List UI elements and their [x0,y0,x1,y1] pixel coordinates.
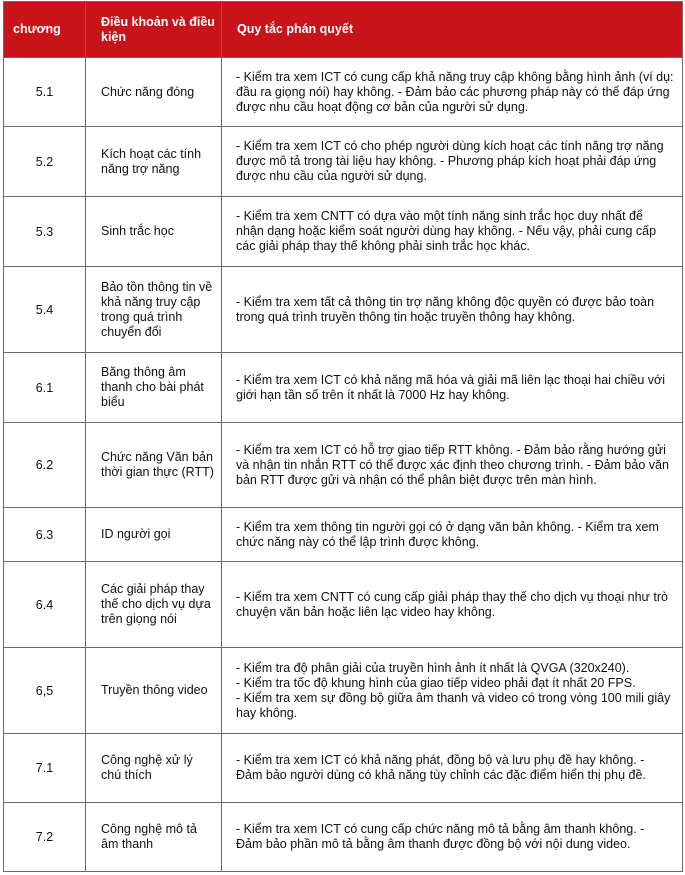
table-row [4,803,683,872]
cell-term: ID người gọi [86,508,222,562]
cell-term: Bảo tồn thông tin về khả năng truy cập trong quá trình chuyển đổi [86,267,222,353]
table-row [4,734,683,803]
cell-term: Chức năng đóng [86,58,222,127]
table-row [4,353,683,423]
cell-rule: - Kiểm tra xem ICT có cho phép người dùng kích hoạt các tính năng trợ năng được mô tả trong tài liệu hay không. - Phương pháp kích hoạt phải đáp ứng được nhu cầu của người sử dụng. [222,127,683,197]
cell-chapter: 5.3 [4,197,86,267]
cell-rule: - Kiểm tra xem ICT có cung cấp chức năng mô tả bằng âm thanh không. - Đảm bảo phần mô tả bằng âm thanh được đồng bộ với nội dung video. [222,803,683,872]
table-row [4,267,683,353]
table-row [4,127,683,197]
cell-rule: - Kiểm tra xem ICT có khả năng phát, đồng bộ và lưu phụ đề hay không. - Đảm bảo người dùng có khả năng tùy chỉnh các đặc điểm hiển thị phụ đề. [222,734,683,803]
cell-rule: - Kiểm tra xem ICT có hỗ trợ giao tiếp RTT không. - Đảm bảo rằng hướng gửi và nhận tin nhắn RTT có thể được xác định theo chương trình. - Đảm bảo văn bản RTT được gửi và nhận có thể phân biệt được trên màn hình. [222,423,683,508]
table-row [4,562,683,648]
cell-term: Kích hoạt các tính năng trợ năng [86,127,222,197]
cell-rule: - Kiểm tra xem ICT có cung cấp khả năng truy cập không bằng hình ảnh (ví dụ: đầu ra giọng nói) hay không. - Đảm bảo các phương pháp này có thể đáp ứng được nhu cầu hoạt động cơ bản của người sử dụng. [222,58,683,127]
cell-term: Công nghệ xử lý chú thích [86,734,222,803]
requirements-table [3,1,683,872]
table-row [4,648,683,734]
cell-chapter: 7.1 [4,734,86,803]
cell-term: Băng thông âm thanh cho bài phát biểu [86,353,222,423]
cell-rule: - Kiểm tra xem thông tin người gọi có ở dạng văn bản không. - Kiểm tra xem chức năng này có thể lập trình được không. [222,508,683,562]
cell-chapter: 6.2 [4,423,86,508]
table-row [4,197,683,267]
table-row [4,423,683,508]
cell-term: Các giải pháp thay thế cho dịch vụ dựa trên giọng nói [86,562,222,648]
cell-chapter: 6.4 [4,562,86,648]
cell-rule: - Kiểm tra xem tất cả thông tin trợ năng không độc quyền có được bảo toàn trong quá trình truyền thông tin hoặc truyền thông hay không. [222,267,683,353]
header-rules: Quy tắc phán quyết [222,2,683,58]
cell-chapter: 5.1 [4,58,86,127]
table-row [4,58,683,127]
rule-line: - Kiểm tra xem sự đồng bộ giữa âm thanh và video có trong vòng 100 mili giây hay không. [236,690,671,720]
cell-chapter: 5.4 [4,267,86,353]
table-header-row [4,2,683,58]
cell-chapter: 6.3 [4,508,86,562]
table-row [4,508,683,562]
cell-chapter: 7.2 [4,803,86,872]
header-chapter: chương [4,2,86,58]
cell-chapter: 5.2 [4,127,86,197]
cell-rule: - Kiểm tra xem CNTT có dựa vào một tính năng sinh trắc học duy nhất để nhận dạng hoặc kiểm soát người dùng hay không. - Nếu vậy, phải cung cấp các giải pháp thay thế không phải sinh trắc học khác. [222,197,683,267]
cell-term: Công nghệ mô tả âm thanh [86,803,222,872]
cell-rule: - Kiểm tra xem ICT có khả năng mã hóa và giải mã liên lạc thoại hai chiều với giới hạn tần số trên ít nhất là 7000 Hz hay không. [222,353,683,423]
cell-rule [222,648,683,734]
header-terms: Điều khoản và điều kiện [86,2,222,58]
cell-term: Sinh trắc học [86,197,222,267]
cell-term: Truyền thông video [86,648,222,734]
cell-term: Chức năng Văn bản thời gian thực (RTT) [86,423,222,508]
cell-chapter: 6.1 [4,353,86,423]
cell-rule: - Kiểm tra xem CNTT có cung cấp giải pháp thay thế cho dịch vụ thoại như trò chuyện văn bản hoặc liên lạc video hay không. [222,562,683,648]
rule-line: - Kiểm tra độ phân giải của truyền hình ảnh ít nhất là QVGA (320x240). [236,660,630,675]
rule-line: - Kiểm tra tốc độ khung hình của giao tiếp video phải đạt ít nhất 20 FPS. [236,675,636,690]
cell-chapter: 6,5 [4,648,86,734]
